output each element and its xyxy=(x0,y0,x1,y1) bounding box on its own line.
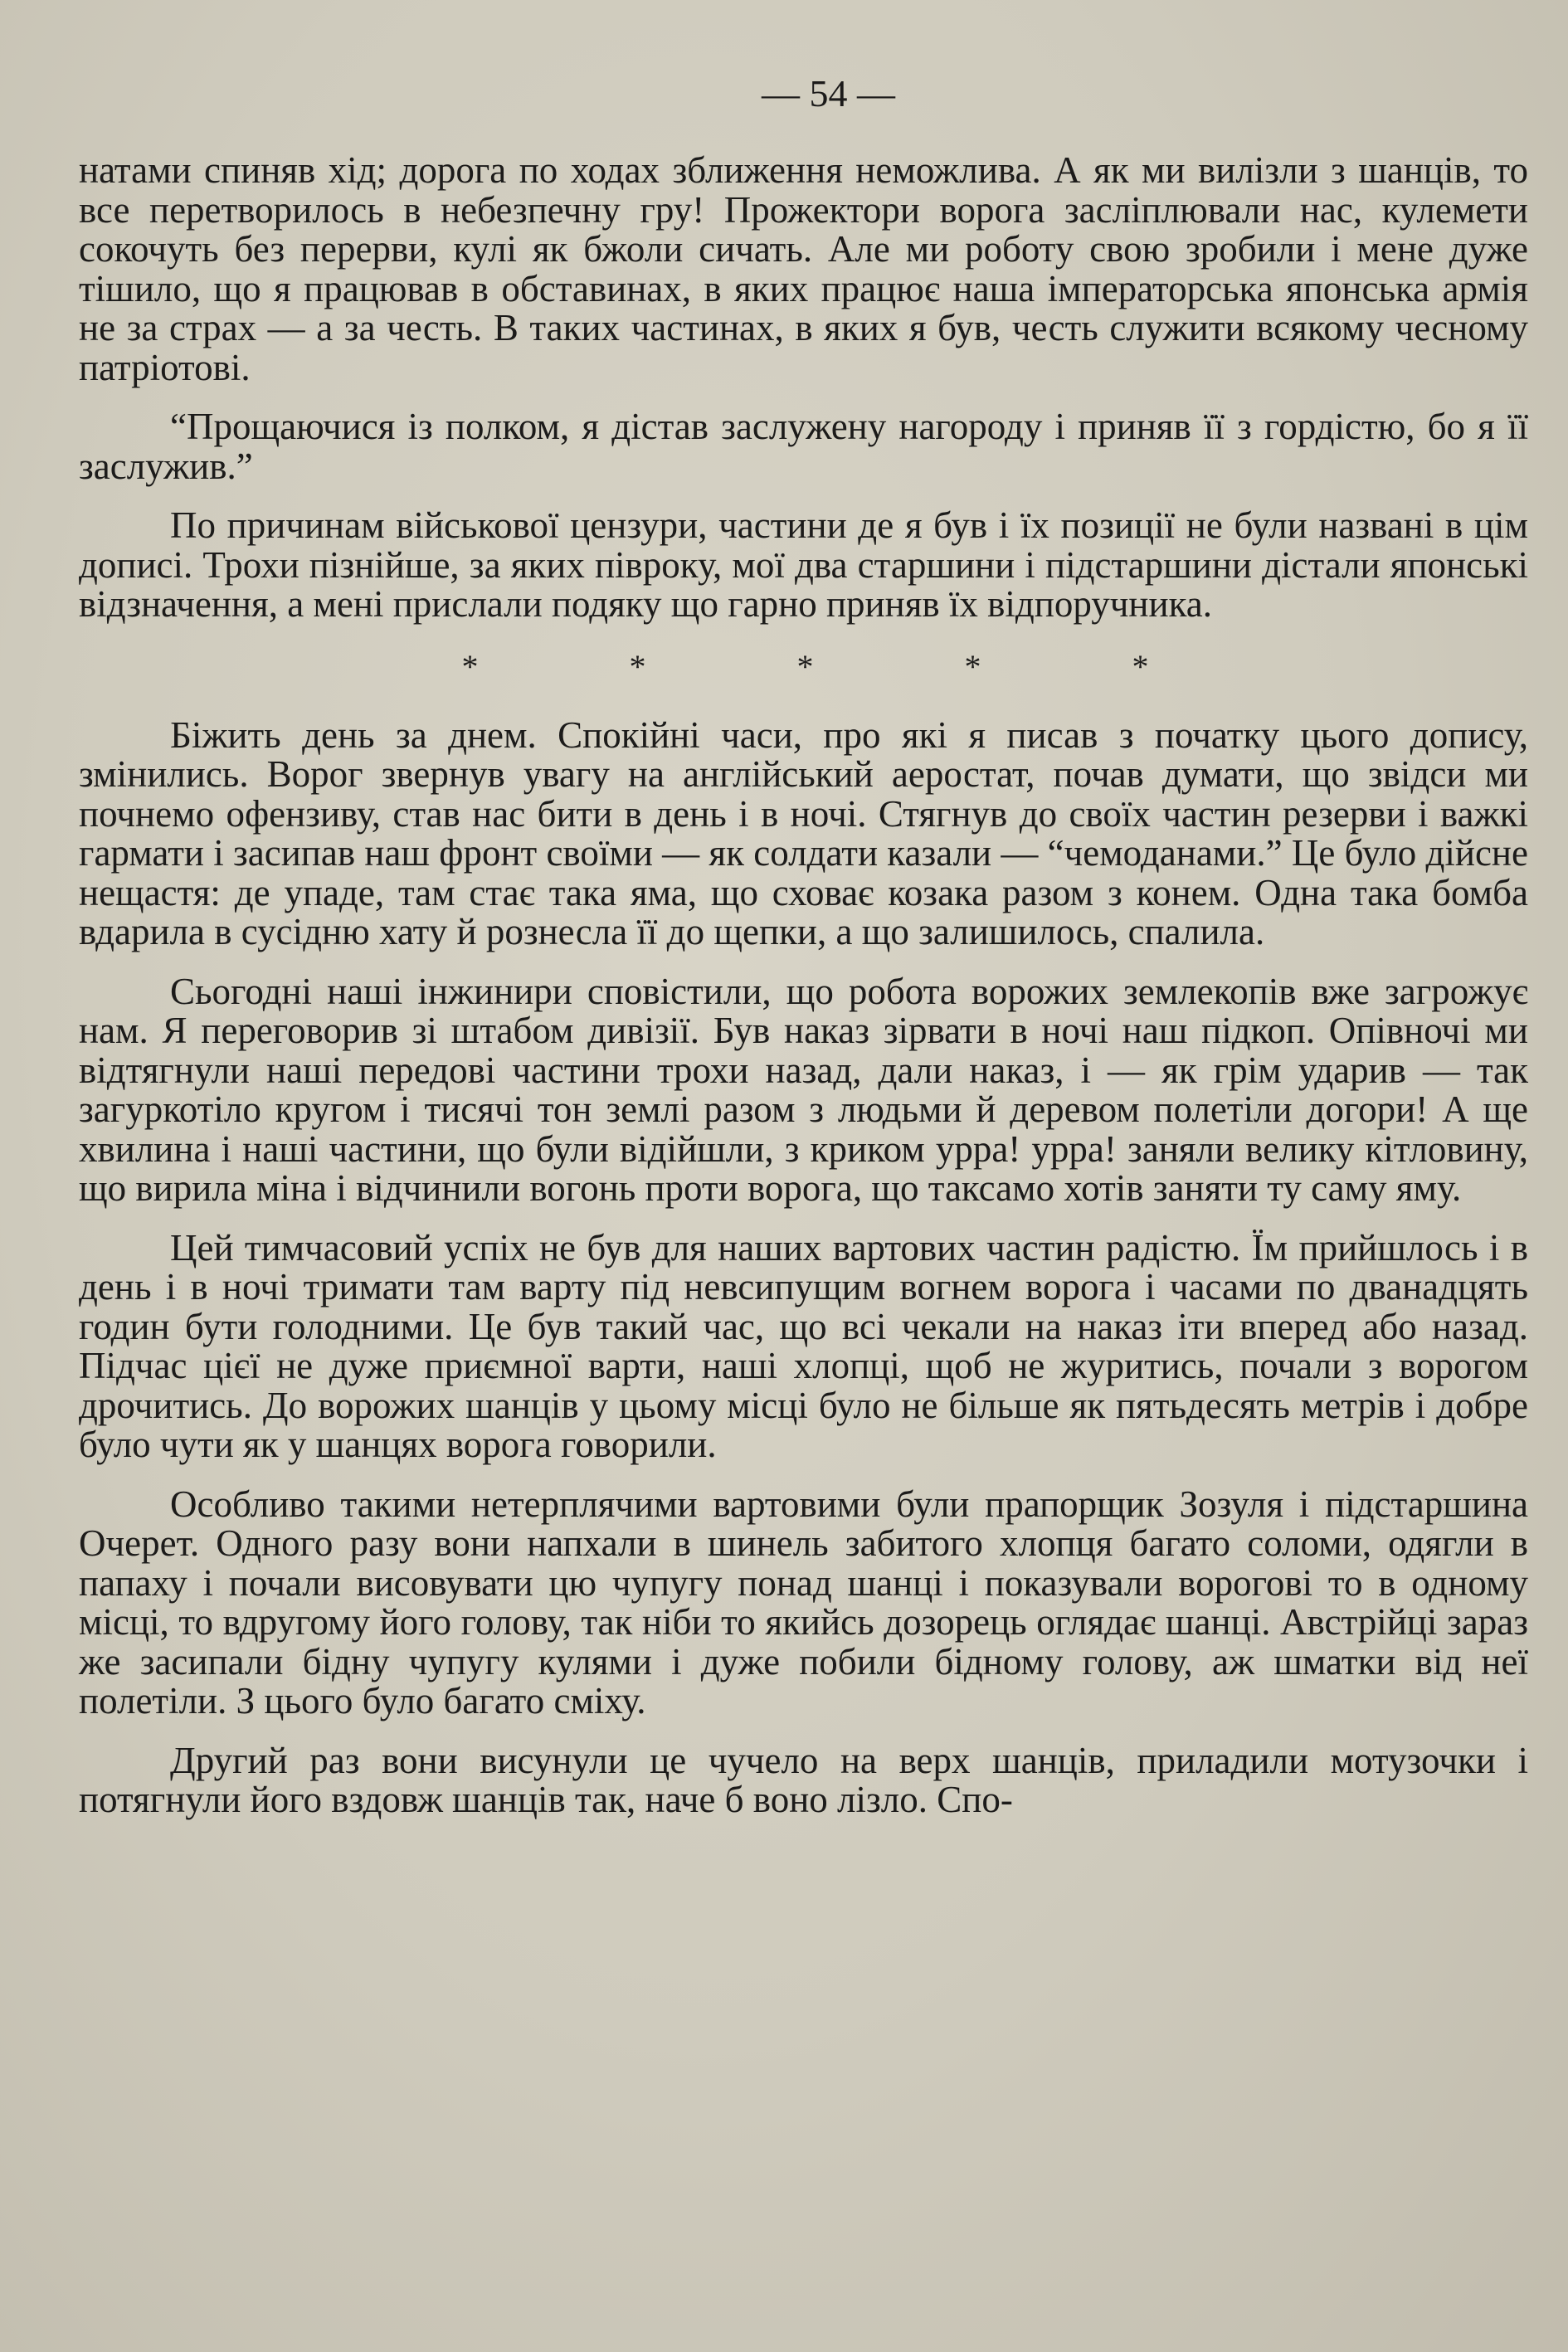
section-separator: * * * * * xyxy=(461,647,1220,685)
paragraph-second-time: Другий раз вони висунули це чучело на верх шанців, приладили мотузочки і потягнули його вздовж шанців так, наче б воно лізло. Спо- xyxy=(79,1739,1528,1820)
paragraph-zozulia-ocheret: Особливо такими нетерплячими вартовими були прапорщик Зозуля і підстаршина Очерет. Одного разу вони напхали в шинель забитого хлопця багато соломи, одягли в папаху і почали висовувати цю чупугу понад шанці і показували ворогові то в одному місці, то вдругому його голову, так ніби то якийсь дозорець оглядає шанці. Австрійці зараз же засипали бідну чупугу кулями і дуже побили бідному голову, аж шматки від неї полетіли. З цього було багато сміху. xyxy=(79,1483,1528,1721)
paragraph-days-pass: Біжить день за днем. Спокійні часи, про які я писав з початку цього допису, змінились. Ворог звернув увагу на англійський аеростат, почав думати, що звідси ми почнемо офензиву, став нас бити в день і в ночі. Стягнув до своїх частин резерви і важкі гармати і засипав наш фронт своїми — як солдати казали — “чемоданами.” Це було дійсне нещастя: де упаде, там стає така яма, що сховає козака разом з конем. Одна така бомба вдарила в сусідню хату й рознесла її до щепки, а що залишилось, спалила. xyxy=(79,713,1528,952)
page-number: — 54 — xyxy=(762,72,895,114)
paragraph-censorship: По причинам військової цензури, частини де я був і їх позиції не були названі в цім дописі. Трохи пізнійше, за яких півроку, мої два старшини і підстаршини дістали японські відзначення, а мені прислали подяку що гарно приняв їх відпоручника. xyxy=(79,504,1528,625)
paragraph-temporary-success: Цей тимчасовий успіх не був для наших вартових частин радістю. Їм прийшлось і в день і в ночі тримати там варту під невсипущим вогнем ворога і часами по дванадцять годин бути голодними. Це був такий час, що всі чекали на наказ іти вперед або назад. Підчас цієї не дуже приємної варти, наші хлопці, щоб не журитись, почали з ворогом дрочитись. До ворожих шанців у цьому місці було не більше як пятьдесять метрів і добре було чути як у шанцях ворога говорили. xyxy=(79,1226,1528,1465)
paragraph-farewell-quote: “Прощаючися із полком, я дістав заслужену нагороду і приняв її з гордістю, бо я її заслужив.” xyxy=(79,406,1528,487)
paragraph-continuation: натами спиняв хід; дорога по ходах зближення неможлива. А як ми вилізли з шанців, то все перетворилось в небезпечну гру! Прожектори ворога засліплювали нас, кулемети сокочуть без перерви, кулі як бжоли сичать. Але ми роботу свою зробили і мене дуже тішило, що я працював в обставинах, в яких працює наша імператорська японська армія не за страх — а за честь. В таких частинах, в яких я був, честь служити всякому чесному патріотові. xyxy=(79,149,1528,388)
paragraph-engineers: Сьогодні наші інжинири сповістили, що робота ворожих землекопів вже загрожує нам. Я переговорив зі штабом дивізії. Був наказ зірвати в ночі наш підкоп. Опівночі ми відтягнули наші передові частини трохи назад, дали наказ, і — як грім ударив — так загуркотіло кругом і тисячі тон землі разом з людьми й деревом полетіли догори! А ще хвилина і наші частини, що були відійшли, з криком урра! урра! заняли велику кітловину, що вирила міна і відчинили вогонь проти ворога, що таксамо хотів заняти ту саму яму. xyxy=(79,970,1528,1209)
